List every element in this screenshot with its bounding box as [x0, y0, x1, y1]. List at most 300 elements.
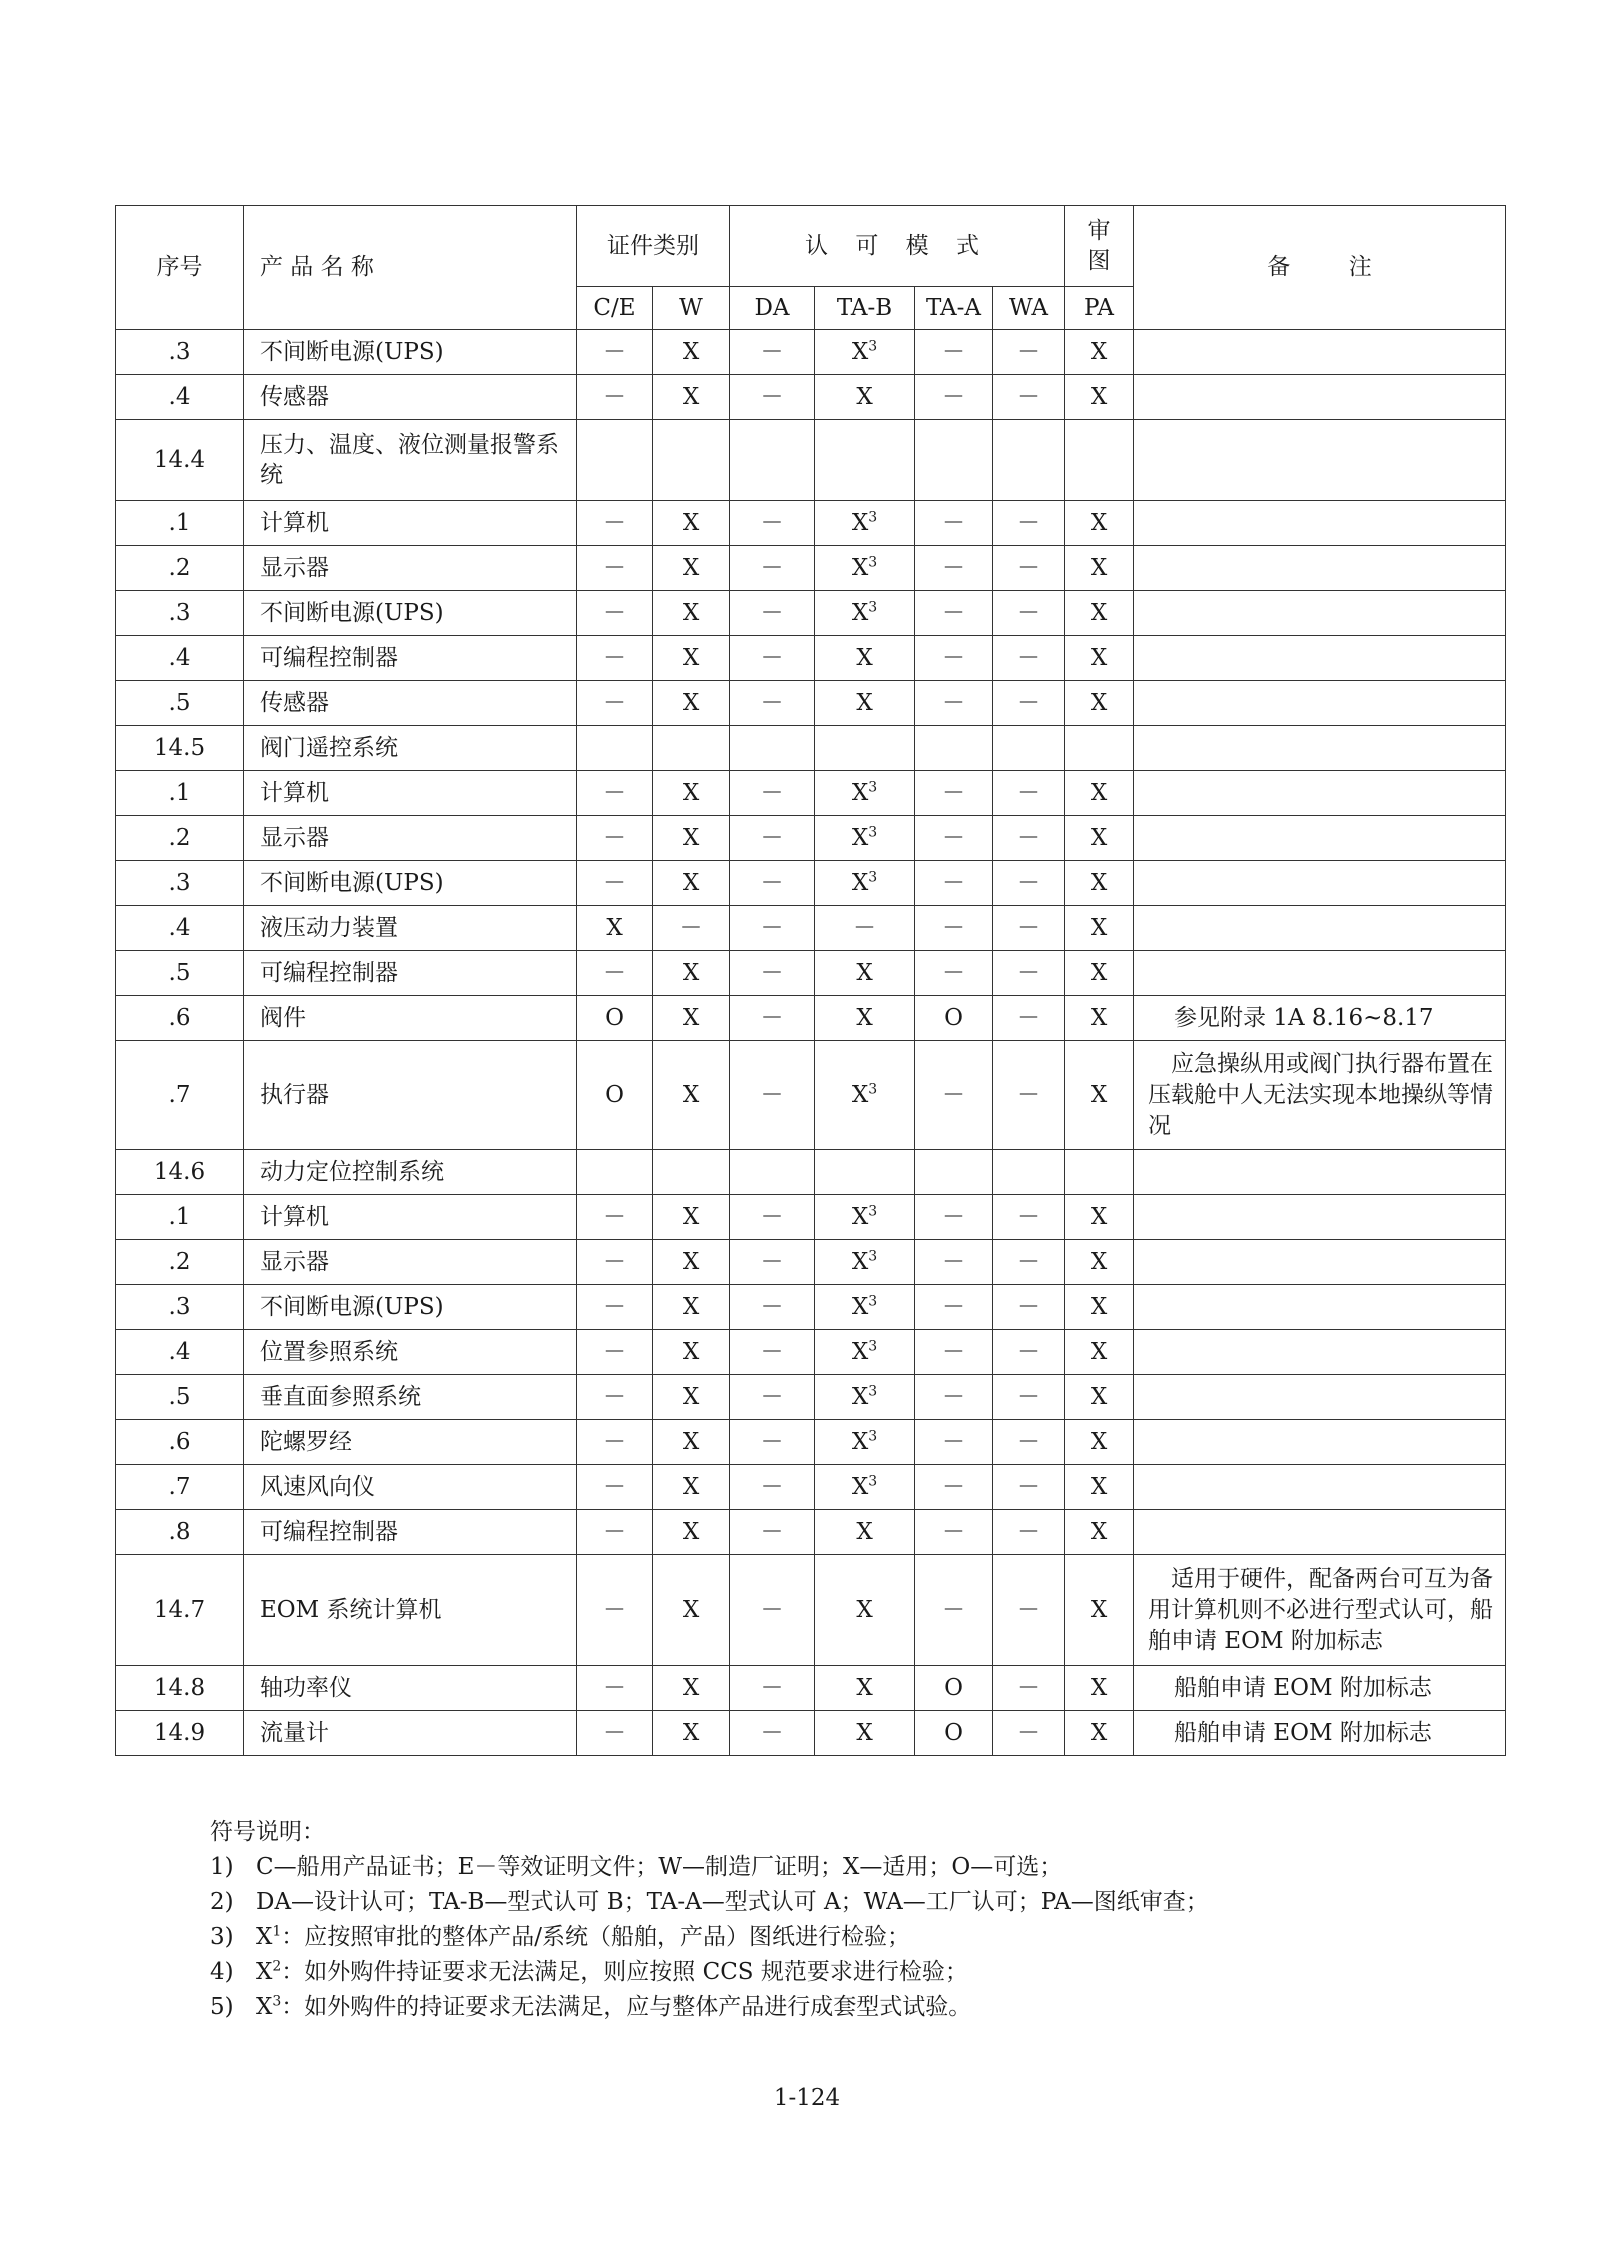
cell-note [1134, 906, 1506, 951]
cell-seq: 14.9 [116, 1711, 244, 1756]
cell-seq: .5 [116, 951, 244, 996]
cell-w: X [653, 1666, 730, 1711]
table-body [116, 330, 1506, 1756]
cell-taa: － [915, 1375, 993, 1420]
legend-title: 符号说明： [210, 1819, 325, 1845]
legend-item-number: 1) [210, 1854, 234, 1880]
cell-product-name: 阀件 [244, 996, 577, 1041]
legend-item-number: 4) [210, 1959, 234, 1985]
cell-pa: X [1065, 996, 1134, 1041]
cell-w: X [653, 330, 730, 375]
cell-w: X [653, 1711, 730, 1756]
cell-da: － [730, 771, 815, 816]
cell-seq: .5 [116, 1375, 244, 1420]
legend-list [210, 1850, 1209, 2025]
cell-w: X [653, 1041, 730, 1150]
table-row [116, 1375, 1506, 1420]
cell-wa: － [993, 861, 1065, 906]
cell-da: － [730, 816, 815, 861]
table-row [116, 861, 1506, 906]
cell-note [1134, 1195, 1506, 1240]
table-row [116, 771, 1506, 816]
cell-da [730, 1150, 815, 1195]
cell-tab: $X^3$ [815, 1240, 915, 1285]
legend-item-number: 2) [210, 1889, 234, 1915]
cell-ce: － [577, 1510, 653, 1555]
superscript: 3 [868, 1337, 878, 1354]
cell-note [1134, 1150, 1506, 1195]
cell-da: － [730, 1041, 815, 1150]
cell-taa: － [915, 591, 993, 636]
cell-tab [815, 726, 915, 771]
cell-tab: X [815, 375, 915, 420]
cell-da [730, 726, 815, 771]
superscript: 3 [868, 1427, 878, 1444]
cell-seq: .1 [116, 1195, 244, 1240]
cell-tab: $X^3$ [815, 816, 915, 861]
cell-note [1134, 1240, 1506, 1285]
table-row [116, 906, 1506, 951]
cell-wa: － [993, 546, 1065, 591]
cell-note [1134, 501, 1506, 546]
cell-taa: － [915, 906, 993, 951]
cell-product-name: 计算机 [244, 501, 577, 546]
cell-note [1134, 546, 1506, 591]
superscript: 3 [868, 553, 878, 570]
cell-wa: － [993, 1420, 1065, 1465]
cell-da: － [730, 996, 815, 1041]
cell-product-name: 阀门遥控系统 [244, 726, 577, 771]
cell-wa: － [993, 375, 1065, 420]
cell-tab: $X^3$ [815, 1465, 915, 1510]
cell-pa: X [1065, 771, 1134, 816]
header-col-w: W [653, 287, 730, 330]
cell-ce: － [577, 951, 653, 996]
cell-ce: － [577, 1711, 653, 1756]
cell-da: － [730, 1711, 815, 1756]
cell-taa: － [915, 771, 993, 816]
cell-wa [993, 1150, 1065, 1195]
cell-da: － [730, 636, 815, 681]
cell-wa: － [993, 330, 1065, 375]
legend-item-text: $X^3$：如外购件的持证要求无法满足，应与整体产品进行成套型式试验。 [256, 1993, 972, 2020]
superscript: 3 [868, 823, 878, 840]
cell-seq: .7 [116, 1041, 244, 1150]
cell-product-name: 计算机 [244, 1195, 577, 1240]
cell-note [1134, 1330, 1506, 1375]
table-row [116, 816, 1506, 861]
cell-wa: － [993, 906, 1065, 951]
cell-pa: X [1065, 951, 1134, 996]
legend-item-text: DA—设计认可；TA-B—型式认可 B；TA-A—型式认可 A；WA—工厂认可；PA—图纸审查； [256, 1889, 1209, 1915]
cell-pa [1065, 726, 1134, 771]
cell-da: － [730, 1510, 815, 1555]
legend-item-text: C—船用产品证书；E－等效证明文件；W—制造厂证明；X—适用；O—可选； [256, 1854, 1063, 1880]
header-seq: 序号 [116, 206, 244, 330]
cell-pa: X [1065, 861, 1134, 906]
cell-pa: X [1065, 546, 1134, 591]
cell-da: － [730, 501, 815, 546]
legend-item-number: 3) [210, 1924, 234, 1950]
cell-wa: － [993, 816, 1065, 861]
superscript: 3 [868, 508, 878, 525]
cell-note: 参见附录 1A 8.16~8.17 [1134, 996, 1506, 1041]
cell-ce: － [577, 330, 653, 375]
table-row [116, 996, 1506, 1041]
cell-wa: － [993, 1195, 1065, 1240]
cell-w: X [653, 816, 730, 861]
cell-pa: X [1065, 330, 1134, 375]
cell-product-name: 显示器 [244, 816, 577, 861]
cell-w: － [653, 906, 730, 951]
cell-note [1134, 771, 1506, 816]
cell-seq: .2 [116, 816, 244, 861]
cell-w: X [653, 1375, 730, 1420]
cell-pa: X [1065, 1711, 1134, 1756]
cell-note: 应急操纵用或阀门执行器布置在压载舱中人无法实现本地操纵等情况 [1134, 1041, 1506, 1150]
cell-seq: .4 [116, 375, 244, 420]
cell-note [1134, 636, 1506, 681]
cell-taa: － [915, 1285, 993, 1330]
legend-item [210, 1885, 1209, 1920]
table-row [116, 1330, 1506, 1375]
cell-seq: .3 [116, 861, 244, 906]
cell-note [1134, 1510, 1506, 1555]
table-row [116, 1240, 1506, 1285]
header-cert-type: 证件类别 [577, 206, 730, 287]
header-col-tab: TA-B [815, 287, 915, 330]
cell-product-name: 流量计 [244, 1711, 577, 1756]
cell-ce: － [577, 375, 653, 420]
cell-taa [915, 726, 993, 771]
header-col-pa: PA [1065, 287, 1134, 330]
cell-seq: .2 [116, 546, 244, 591]
cell-da: － [730, 1465, 815, 1510]
cell-taa: － [915, 1510, 993, 1555]
cell-taa: － [915, 1240, 993, 1285]
cell-pa: X [1065, 1465, 1134, 1510]
cell-note [1134, 681, 1506, 726]
cell-taa: － [915, 330, 993, 375]
cell-tab: X [815, 1510, 915, 1555]
header-review: 审图 [1065, 206, 1134, 287]
cell-note [1134, 951, 1506, 996]
table-row [116, 1285, 1506, 1330]
table-row [116, 1555, 1506, 1666]
table-row [116, 1465, 1506, 1510]
superscript: 3 [868, 1247, 878, 1264]
cell-pa [1065, 1150, 1134, 1195]
cell-ce: － [577, 861, 653, 906]
cell-taa: － [915, 546, 993, 591]
cell-w: X [653, 546, 730, 591]
cell-tab: $X^3$ [815, 330, 915, 375]
cell-product-name: 可编程控制器 [244, 1510, 577, 1555]
cell-da: － [730, 1195, 815, 1240]
cell-w: X [653, 861, 730, 906]
cell-ce: － [577, 636, 653, 681]
cell-product-name: 可编程控制器 [244, 951, 577, 996]
cell-pa: X [1065, 1420, 1134, 1465]
cell-da: － [730, 861, 815, 906]
cell-w [653, 420, 730, 501]
header-col-taa: TA-A [915, 287, 993, 330]
table-row [116, 1420, 1506, 1465]
cell-w [653, 726, 730, 771]
cell-product-name: 执行器 [244, 1041, 577, 1150]
cell-taa: － [915, 1195, 993, 1240]
cell-pa: X [1065, 1555, 1134, 1666]
legend-item [210, 1920, 1209, 1955]
cell-note [1134, 1465, 1506, 1510]
cell-w: X [653, 1195, 730, 1240]
cell-tab: $X^3$ [815, 771, 915, 816]
cell-da: － [730, 1240, 815, 1285]
cell-pa: X [1065, 1330, 1134, 1375]
cell-wa [993, 726, 1065, 771]
cell-taa: O [915, 996, 993, 1041]
cell-w: X [653, 375, 730, 420]
cell-ce: － [577, 1240, 653, 1285]
cell-note [1134, 1285, 1506, 1330]
cell-da: － [730, 1420, 815, 1465]
legend-item [210, 1850, 1209, 1885]
legend [210, 1815, 1209, 2025]
cell-pa: X [1065, 816, 1134, 861]
cell-tab [815, 420, 915, 501]
cell-note [1134, 1375, 1506, 1420]
cell-ce: － [577, 1285, 653, 1330]
cell-product-name: 压力、温度、液位测量报警系统 [244, 420, 577, 501]
cell-w: X [653, 771, 730, 816]
cell-seq: .4 [116, 1330, 244, 1375]
cell-product-name: 不间断电源(UPS) [244, 330, 577, 375]
cell-ce [577, 420, 653, 501]
cell-seq: .5 [116, 681, 244, 726]
cell-w: X [653, 681, 730, 726]
superscript: 3 [868, 1472, 878, 1489]
cell-pa: X [1065, 1285, 1134, 1330]
cell-tab: $X^3$ [815, 501, 915, 546]
cell-taa: － [915, 1041, 993, 1150]
cell-tab: X [815, 951, 915, 996]
cell-ce: － [577, 546, 653, 591]
cell-tab: $X^3$ [815, 1041, 915, 1150]
cell-pa: X [1065, 591, 1134, 636]
header-product: 产 品 名 称 [244, 206, 577, 330]
cell-product-name: 液压动力装置 [244, 906, 577, 951]
cell-product-name: 动力定位控制系统 [244, 1150, 577, 1195]
cell-wa: － [993, 1375, 1065, 1420]
cell-tab: X [815, 996, 915, 1041]
cell-product-name: 不间断电源(UPS) [244, 861, 577, 906]
cell-tab: $X^3$ [815, 861, 915, 906]
cell-tab: $X^3$ [815, 591, 915, 636]
header-col-da: DA [730, 287, 815, 330]
cell-pa: X [1065, 681, 1134, 726]
cell-ce [577, 1150, 653, 1195]
table-row [116, 636, 1506, 681]
cell-product-name: 显示器 [244, 1240, 577, 1285]
cell-product-name: 计算机 [244, 771, 577, 816]
cell-pa: X [1065, 1240, 1134, 1285]
cell-ce: － [577, 1666, 653, 1711]
cell-product-name: 传感器 [244, 375, 577, 420]
cell-seq: 14.8 [116, 1666, 244, 1711]
cell-note: 适用于硬件，配备两台可互为备用计算机则不必进行型式认可，船舶申请 EOM 附加标志 [1134, 1555, 1506, 1666]
legend-item-text: $X^2$：如外购件持证要求无法满足，则应按照 CCS 规范要求进行检验； [256, 1958, 968, 1985]
table-row [116, 501, 1506, 546]
cell-tab: $X^3$ [815, 1375, 915, 1420]
cell-seq: .1 [116, 771, 244, 816]
cell-taa [915, 1150, 993, 1195]
cell-tab: $X^3$ [815, 1420, 915, 1465]
cell-w: X [653, 1330, 730, 1375]
superscript: 3 [868, 598, 878, 615]
cell-ce: － [577, 681, 653, 726]
cell-pa: X [1065, 906, 1134, 951]
cell-da: － [730, 591, 815, 636]
cell-product-name: 不间断电源(UPS) [244, 1285, 577, 1330]
cell-taa: － [915, 861, 993, 906]
cell-da: － [730, 546, 815, 591]
cell-da: － [730, 1555, 815, 1666]
cell-product-name: 不间断电源(UPS) [244, 591, 577, 636]
cell-ce: － [577, 816, 653, 861]
cell-w: X [653, 1240, 730, 1285]
cell-wa: － [993, 501, 1065, 546]
header-remark: 备 注 [1134, 206, 1506, 330]
cell-wa: － [993, 771, 1065, 816]
superscript: 3 [868, 778, 878, 795]
cell-taa: － [915, 375, 993, 420]
page-number: 1-124 [773, 2085, 841, 2111]
cell-w: X [653, 1285, 730, 1330]
cell-da: － [730, 375, 815, 420]
legend-item-number: 5) [210, 1994, 234, 2020]
cell-pa: X [1065, 1666, 1134, 1711]
table-row [116, 546, 1506, 591]
cell-tab: X [815, 1666, 915, 1711]
cell-da: － [730, 681, 815, 726]
superscript: 3 [868, 1080, 878, 1097]
table-row [116, 591, 1506, 636]
cell-ce: － [577, 1465, 653, 1510]
cell-wa: － [993, 636, 1065, 681]
cell-wa: － [993, 1465, 1065, 1510]
cell-ce: O [577, 996, 653, 1041]
header-col-ce: C/E [577, 287, 653, 330]
table-row [116, 330, 1506, 375]
cell-wa: － [993, 1041, 1065, 1150]
cell-pa: X [1065, 1510, 1134, 1555]
legend-item-text: $X^1$：应按照审批的整体产品/系统（船舶，产品）图纸进行检验； [256, 1923, 911, 1950]
cell-seq: 14.6 [116, 1150, 244, 1195]
cell-taa: － [915, 1330, 993, 1375]
cell-wa: － [993, 1510, 1065, 1555]
cell-wa: － [993, 1666, 1065, 1711]
cell-tab: $X^3$ [815, 1285, 915, 1330]
cell-wa: － [993, 1711, 1065, 1756]
cell-da: － [730, 1666, 815, 1711]
table-row [116, 1711, 1506, 1756]
cell-taa: － [915, 1420, 993, 1465]
cell-seq: 14.7 [116, 1555, 244, 1666]
table-row [116, 375, 1506, 420]
cell-ce: － [577, 591, 653, 636]
cell-product-name: 风速风向仪 [244, 1465, 577, 1510]
cell-w: X [653, 501, 730, 546]
cell-ce: － [577, 501, 653, 546]
cell-wa: － [993, 951, 1065, 996]
cell-da: － [730, 330, 815, 375]
cell-note: 船舶申请 EOM 附加标志 [1134, 1666, 1506, 1711]
cell-product-name: 可编程控制器 [244, 636, 577, 681]
cell-taa: － [915, 951, 993, 996]
superscript: 3 [868, 1292, 878, 1309]
cell-tab [815, 1150, 915, 1195]
table-row [116, 1195, 1506, 1240]
cell-ce: － [577, 1375, 653, 1420]
legend-item [210, 1990, 1209, 2025]
cell-ce: － [577, 1330, 653, 1375]
superscript: 3 [868, 1382, 878, 1399]
cell-taa: － [915, 1465, 993, 1510]
cell-ce: O [577, 1041, 653, 1150]
cell-w: X [653, 1555, 730, 1666]
cell-wa: － [993, 1240, 1065, 1285]
table-row [116, 1041, 1506, 1150]
cell-seq: .4 [116, 636, 244, 681]
cell-pa: X [1065, 1195, 1134, 1240]
cell-note: 船舶申请 EOM 附加标志 [1134, 1711, 1506, 1756]
cell-note [1134, 1420, 1506, 1465]
cell-w: X [653, 591, 730, 636]
cell-product-name: 垂直面参照系统 [244, 1375, 577, 1420]
cell-w: X [653, 636, 730, 681]
cell-w: X [653, 996, 730, 1041]
cell-ce: － [577, 1195, 653, 1240]
cell-tab: $X^3$ [815, 546, 915, 591]
cell-ce: － [577, 1420, 653, 1465]
cell-da [730, 420, 815, 501]
header-approval-mode: 认 可 模 式 [730, 206, 1065, 287]
cell-wa: － [993, 1330, 1065, 1375]
cell-da: － [730, 906, 815, 951]
cell-wa: － [993, 681, 1065, 726]
cell-da: － [730, 1375, 815, 1420]
cell-taa: － [915, 681, 993, 726]
cell-note [1134, 726, 1506, 771]
cell-tab: － [815, 906, 915, 951]
cell-note [1134, 861, 1506, 906]
cell-ce: － [577, 1555, 653, 1666]
cell-taa: O [915, 1666, 993, 1711]
cell-tab: $X^3$ [815, 1195, 915, 1240]
cell-note [1134, 375, 1506, 420]
cell-pa: X [1065, 501, 1134, 546]
table-row [116, 1666, 1506, 1711]
header-row-1 [116, 206, 1506, 287]
cell-seq: .3 [116, 591, 244, 636]
cell-product-name: 轴功率仪 [244, 1666, 577, 1711]
cell-product-name: 陀螺罗经 [244, 1420, 577, 1465]
cell-seq: .6 [116, 1420, 244, 1465]
cell-note [1134, 591, 1506, 636]
table-row [116, 726, 1506, 771]
superscript: 3 [868, 337, 878, 354]
cell-pa: X [1065, 636, 1134, 681]
